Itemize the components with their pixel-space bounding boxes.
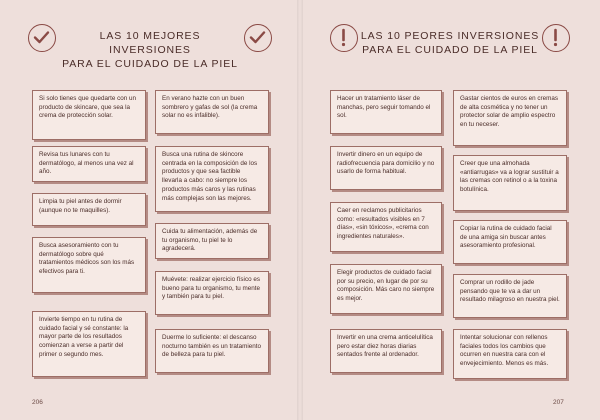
- tip-text: Busca una rutina de skincore centrada en la composición de los productos y que sea factible llevarla a cabo: no siempre los productos más caros y las rutinas más complejas son las mejores.: [162, 151, 258, 202]
- tip-card: [32, 237, 146, 293]
- right-title: [358, 29, 542, 57]
- tip-card: [330, 146, 442, 190]
- tip-text: Invierte tiempo en tu rutina de cuidado facial y sé constante: la mayor parte de los resultados comienzan a verse a partir del primer o segundo mes.: [39, 316, 129, 358]
- tip-card: [155, 329, 269, 373]
- tip-card: [453, 90, 567, 146]
- check-icon: [244, 24, 272, 52]
- tip-text: Invertir en una crema anticelulítica pero estar diez horas diarias sentados frente al ordenador.: [337, 334, 433, 359]
- tip-text: Revisa tus lunares con tu dermatólogo, al menos una vez al año.: [39, 151, 134, 176]
- tip-text: Invertir dinero en un equipo de radiofrecuencia para domicilio y no usarlo de forma habitual.: [337, 151, 435, 176]
- right-title-line1: LAS 10 PEORES INVERSIONES: [360, 30, 540, 42]
- left-title-line2: PARA EL CUIDADO DE LA PIEL: [62, 58, 238, 70]
- exclamation-icon: [330, 24, 358, 52]
- page-number: 207: [553, 399, 564, 406]
- tip-card: [32, 193, 146, 226]
- tip-text: Gastar cientos de euros en cremas de alta cosmética y no tener un protector solar de amplio espectro en tu neceser.: [460, 95, 558, 129]
- tip-card: [453, 274, 567, 318]
- page-number: 206: [32, 399, 43, 406]
- tip-card: [32, 311, 146, 377]
- tip-card: [330, 264, 442, 314]
- tip-text: Creer que una almohada «antiarrugas» va a lograr sustituir a las cremas con retinol o a la toxina botulínica.: [460, 160, 559, 194]
- right-title-line2: PARA EL CUIDADO DE LA PIEL: [362, 44, 538, 56]
- tip-text: Comprar un rodillo de jade pensando que te va a dar un resultado milagroso en nuestra piel.: [460, 279, 560, 304]
- left-title: [58, 29, 242, 71]
- tip-card: [32, 146, 146, 182]
- right-page: [300, 0, 600, 420]
- tip-text: Caer en reclamos publicitarios como: «resultados visibles en 7 días», «sin tóxicos», «crema con ingredientes naturales».: [337, 207, 429, 241]
- tip-text: Elegir productos de cuidado facial por su precio, en lugar de por su composición. Más caro no siempre es mejor.: [337, 269, 435, 303]
- tip-text: Intentar solucionar con rellenos faciales todos los cambios que ocurren en nuestra cara con el envejecimiento. Menos es más.: [460, 334, 549, 368]
- tip-text: Hacer un tratamiento láser de manchas, pero seguir tomando el sol.: [337, 95, 431, 120]
- tip-text: Duerme lo suficiente: el descanso nocturno también es un tratamiento de belleza para tu piel.: [162, 334, 262, 359]
- tip-text: Cuida tu alimentación, además de tu organismo, tu piel te lo agradecerá.: [162, 228, 258, 253]
- tip-card: [330, 202, 442, 252]
- tip-card: [453, 220, 567, 264]
- check-icon: [28, 24, 56, 52]
- tip-card: [453, 155, 567, 211]
- left-title-line1: LAS 10 MEJORES INVERSIONES: [99, 30, 201, 56]
- tip-card: [330, 90, 442, 134]
- tip-card: [155, 146, 269, 212]
- tip-card: [155, 223, 269, 259]
- tip-card: [155, 90, 269, 134]
- tip-card: [330, 329, 442, 373]
- tip-text: Limpia tu piel antes de dormir (aunque no te maquilles).: [39, 198, 122, 214]
- tip-card: [453, 329, 567, 379]
- tip-text: Busca asesoramiento con tu dermatólogo sobre qué tratamientos médicos son los más efectivos para ti.: [39, 242, 135, 276]
- tip-text: Copiar la rutina de cuidado facial de una amiga sin buscar antes asesoramiento profesional.: [460, 225, 552, 250]
- exclamation-icon: [542, 24, 570, 52]
- tip-text: En verano hazte con un buen sombrero y gafas de sol (la crema solar no es infalible).: [162, 95, 258, 120]
- tip-card: [32, 90, 146, 140]
- tip-text: Muévete: realizar ejercicio físico es bueno para tu organismo, tu mente y también para tu piel.: [162, 276, 261, 301]
- tip-card: [155, 271, 269, 315]
- tip-text: Si solo tienes que quedarte con un producto de skincare, que sea la crema de protección solar.: [39, 95, 136, 120]
